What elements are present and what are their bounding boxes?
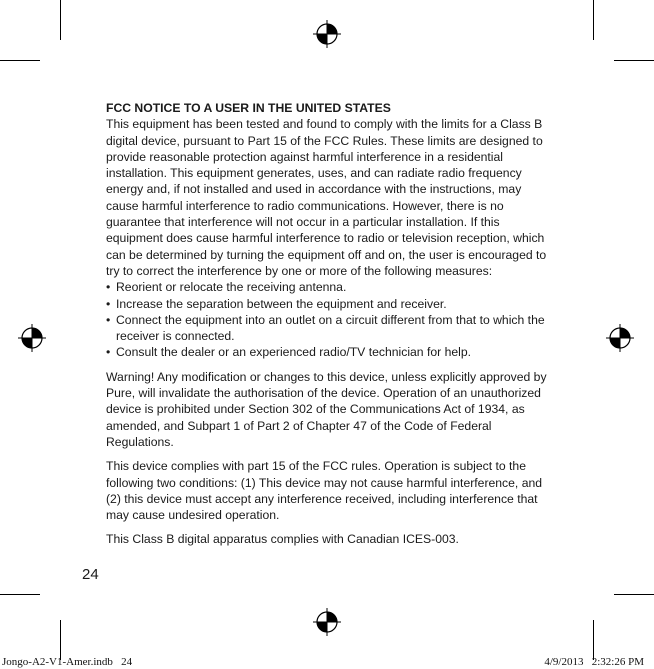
crop-mark	[593, 620, 594, 660]
crop-mark	[60, 0, 61, 40]
crop-mark	[614, 594, 654, 595]
crop-mark	[0, 60, 40, 61]
list-item: • Reorient or relocate the receiving antenna.	[106, 279, 550, 295]
crop-mark	[593, 0, 594, 40]
canada-paragraph: This Class B digital apparatus complies with Canadian ICES-003.	[106, 532, 459, 547]
fcc-notice	[106, 100, 550, 548]
slug-timestamp: 4/9/2013 2:32:26 PM	[544, 656, 644, 668]
registration-mark-icon	[606, 324, 634, 352]
registration-mark-icon	[313, 20, 341, 48]
crop-mark	[0, 594, 40, 595]
compliance-paragraph: This device complies with part 15 of the FCC rules. Operation is subject to the following two conditions: (1) This device may not cause harmful interference, and (2) this device must accept any interference received, including interference that may cause undesired operation.	[106, 459, 543, 523]
measures-list	[106, 279, 550, 360]
list-item: • Connect the equipment into an outlet on a circuit different from that to which the receiver is connected.	[106, 312, 550, 345]
warning-paragraph: Warning! Any modification or changes to this device, unless explicitly approved by Pure, will invalidate the authorisation of the device. Operation of an unauthorized device is prohibited under Section 302 of the Communications Act of 1934, as amended, and Subpart 1 of Part 2 of Chapter 47 of the Code of Federal Regulations.	[106, 369, 547, 449]
intro-paragraph: This equipment has been tested and found to comply with the limits for a Class B digital device, pursuant to Part 15 of the FCC Rules. These limits are designed to provide reasonable protection against harmful interference in a residential installation. This equipment generates, uses, and can radiate radio frequency energy and, if not installed and used in accordance with the instructions, may cause harmful interference to radio communications. However, there is no guarantee that interference will not occur in a particular installation. If this equipment does cause harmful interference to radio or television reception, which can be determined by turning the equipment off and on, the user is encouraged to try to correct the interference by one or more of the following measures:	[106, 117, 547, 278]
page-number: 24	[82, 566, 99, 583]
registration-mark-icon	[313, 608, 341, 636]
slug-filename: Jongo-A2-V1-Amer.indb 24	[2, 656, 133, 668]
notice-heading: FCC NOTICE TO A USER IN THE UNITED STATES	[106, 101, 391, 115]
crop-mark	[60, 620, 61, 660]
list-item: • Increase the separation between the equipment and receiver.	[106, 296, 550, 312]
registration-mark-icon	[18, 324, 46, 352]
crop-mark	[614, 60, 654, 61]
list-item: • Consult the dealer or an experienced radio/TV technician for help.	[106, 344, 550, 360]
